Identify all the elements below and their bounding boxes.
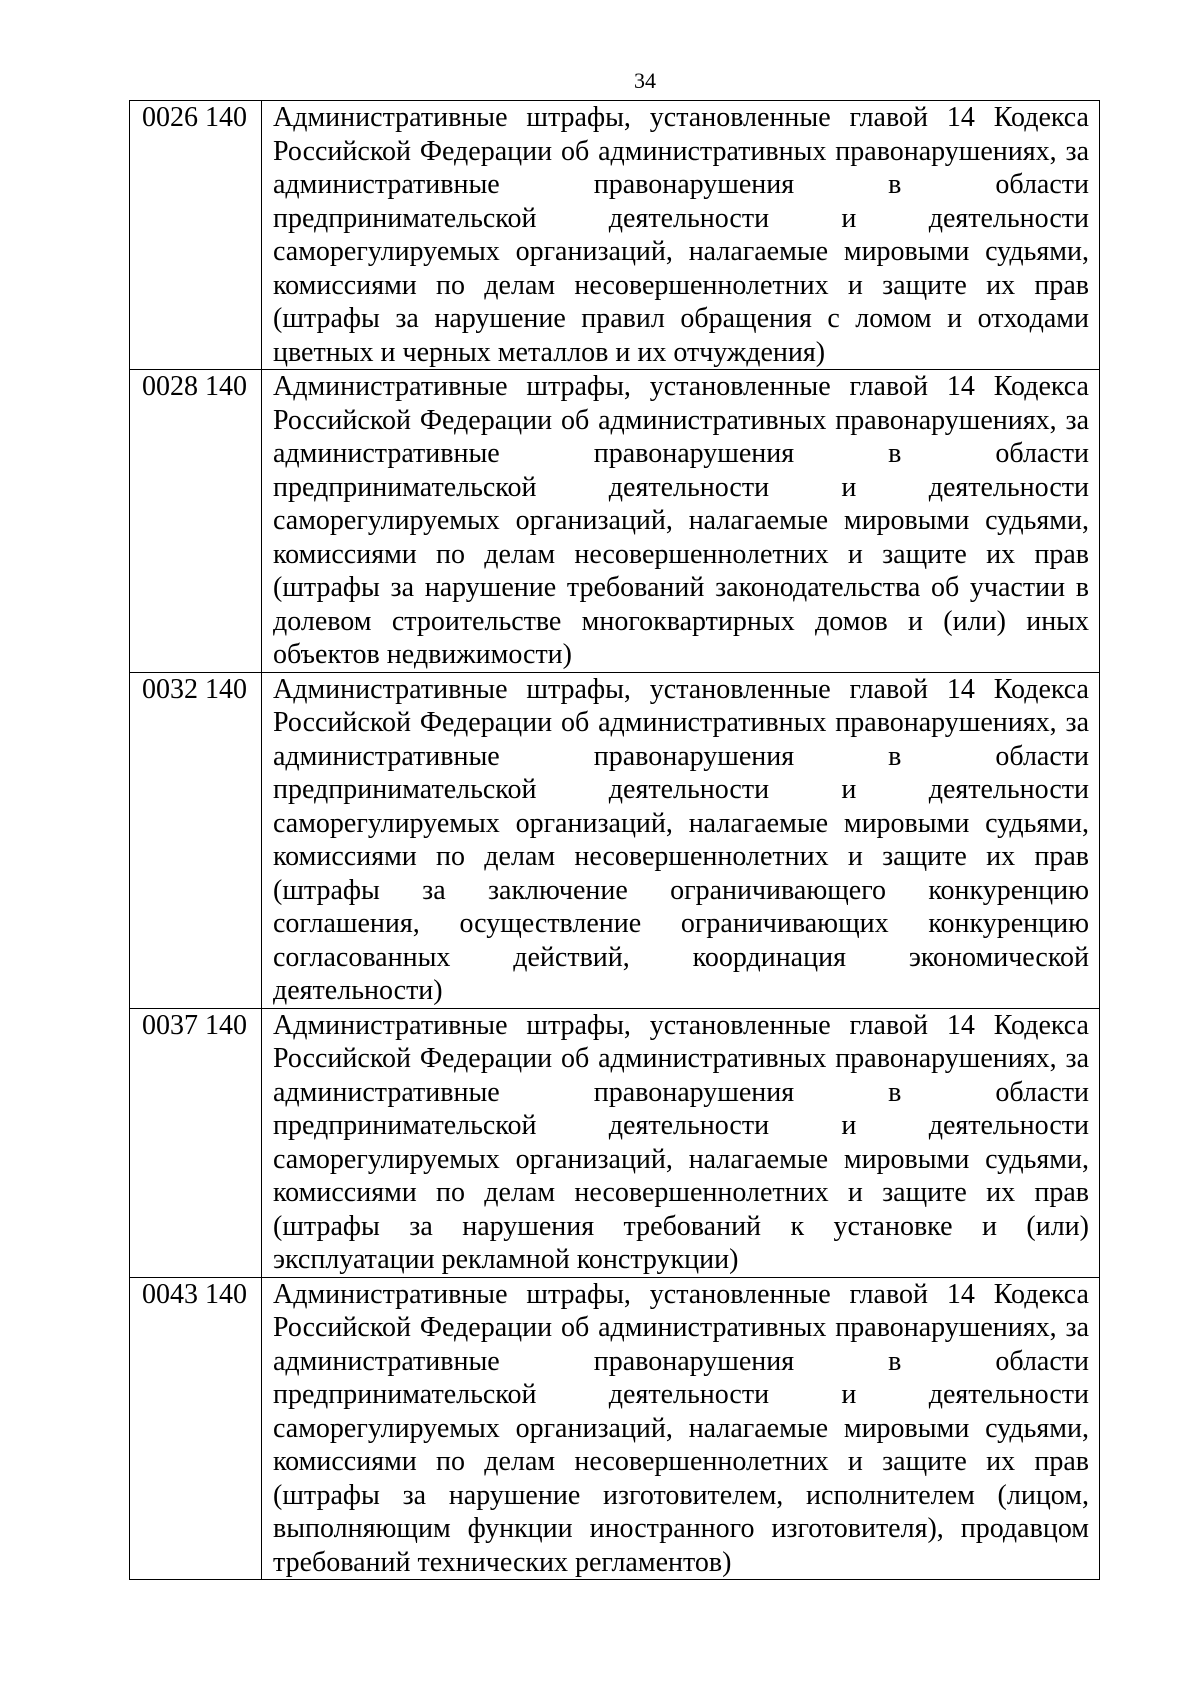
table-row: [130, 1008, 1100, 1277]
table-row: [130, 101, 1100, 370]
row-code: 0043 140: [130, 1277, 262, 1580]
row-description: Административные штрафы, установленные главой 14 Кодекса Российской Федерации об административных правонарушениях, за административные правонарушения в области предпринимательской деятельности и деятельности саморегулируемых организаций, налагаемые мировыми судьями, комиссиями по делам несовершеннолетних и защите их прав (штрафы за нарушение правил обращения с ломом и отходами цветных и черных металлов и их отчуждения): [262, 101, 1100, 370]
table-row: [130, 370, 1100, 673]
row-code: 0026 140: [130, 101, 262, 370]
row-code: 0037 140: [130, 1008, 262, 1277]
table-row: [130, 672, 1100, 1008]
row-description: Административные штрафы, установленные главой 14 Кодекса Российской Федерации об административных правонарушениях, за административные правонарушения в области предпринимательской деятельности и деятельности саморегулируемых организаций, налагаемые мировыми судьями, комиссиями по делам несовершеннолетних и защите их прав (штрафы за заключение ограничивающего конкуренцию соглашения, осуществление ограничивающих конкуренцию согласованных действий, координация экономической деятельности): [262, 672, 1100, 1008]
table-row: [130, 1277, 1100, 1580]
row-code: 0032 140: [130, 672, 262, 1008]
row-description: Административные штрафы, установленные главой 14 Кодекса Российской Федерации об административных правонарушениях, за административные правонарушения в области предпринимательской деятельности и деятельности саморегулируемых организаций, налагаемые мировыми судьями, комиссиями по делам несовершеннолетних и защите их прав (штрафы за нарушения требований к установке и (или) эксплуатации рекламной конструкции): [262, 1008, 1100, 1277]
page-number: 34: [634, 68, 656, 93]
row-description: Административные штрафы, установленные главой 14 Кодекса Российской Федерации об административных правонарушениях, за административные правонарушения в области предпринимательской деятельности и деятельности саморегулируемых организаций, налагаемые мировыми судьями, комиссиями по делам несовершеннолетних и защите их прав (штрафы за нарушение требований законодательства об участии в долевом строительстве многоквартирных домов и (или) иных объектов недвижимости): [262, 370, 1100, 673]
fines-table: [129, 100, 1100, 1580]
row-code: 0028 140: [130, 370, 262, 673]
row-description: Административные штрафы, установленные главой 14 Кодекса Российской Федерации об административных правонарушениях, за административные правонарушения в области предпринимательской деятельности и деятельности саморегулируемых организаций, налагаемые мировыми судьями, комиссиями по делам несовершеннолетних и защите их прав (штрафы за нарушение изготовителем, исполнителем (лицом, выполняющим функции иностранного изготовителя), продавцом требований технических регламентов): [262, 1277, 1100, 1580]
